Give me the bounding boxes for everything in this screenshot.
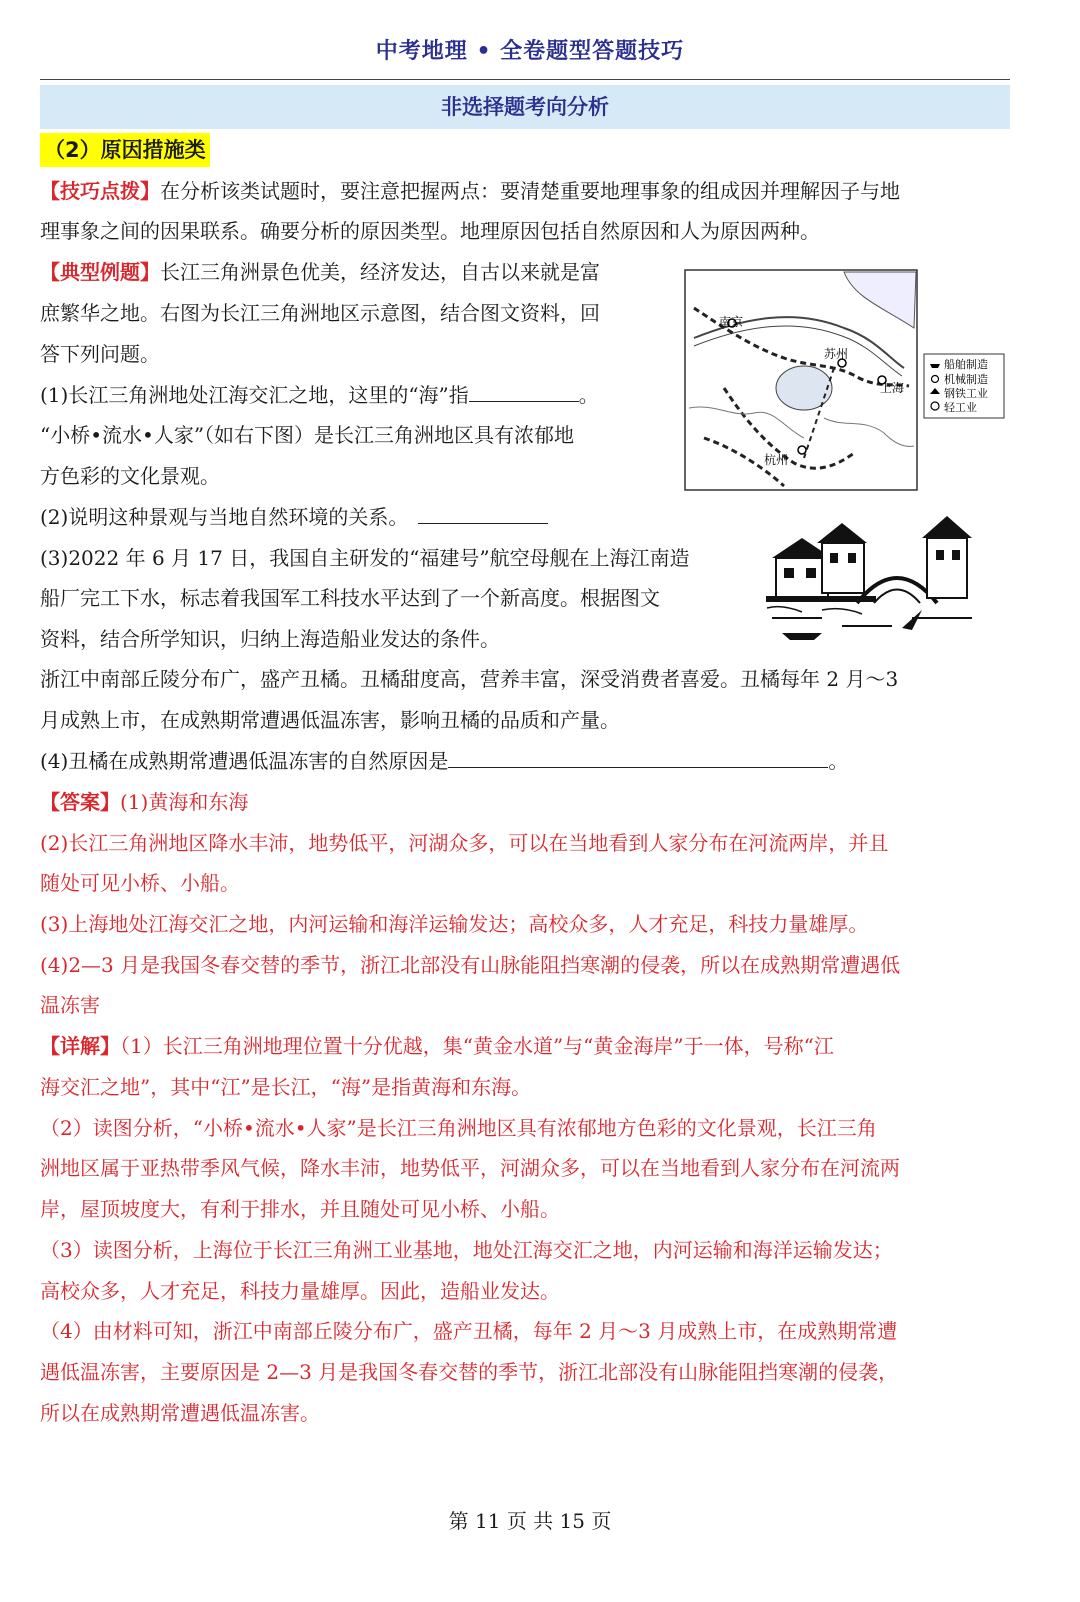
tip-line-1 [40,171,900,211]
material-line-1: 浙江中南部丘陵分布广，盛产丑橘。丑橘甜度高，营养丰富，深受消费者喜爱。丑橘每年 2 月～3 [40,667,899,691]
detail-tag: 【详解】 [40,1034,120,1058]
question-4-end: 。 [828,749,849,773]
answer-4-line-2: 温冻害 [40,993,100,1017]
answer-blank-4 [448,745,828,768]
detail-4-line-1: （4）由材料可知，浙江中南部丘陵分布广，盛产丑橘，每年 2 月～3 月成熟上市，在成熟期常遭 [40,1319,898,1343]
section-banner [40,85,1010,129]
water-town-illustration [762,508,982,648]
answer-2-line-2: 随处可见小桥、小船。 [40,871,240,895]
question-3-line-1: (3)2022 年 6 月 17 日，我国自主研发的“福建号”航空母舰在上海江南造 [40,546,690,570]
question-1-line-3: 方色彩的文化景观。 [40,464,220,488]
detail-3-line-2: 高校众多，人才充足，科技力量雄厚。因此，造船业发达。 [40,1279,560,1303]
question-1-line-2: “小桥•流水•人家”（如右下图）是长江三角洲地区具有浓郁地 [40,423,575,447]
city-label-nanjing: 南京 [719,315,744,329]
section-tag: （2）原因措施类 [40,133,210,167]
banner-title: 非选择题考向分析 [441,95,609,119]
tip-tag: 【技巧点拨】 [40,179,160,203]
question-4-text: (4)丑橘在成熟期常遭遇低温冻害的自然原因是 [40,749,449,773]
detail-2-line-2: 洲地区属于亚热带季风气候，降水丰沛，地势低平，河湖众多，可以在当地看到人家分布在河流两 [40,1156,900,1180]
question-1-text: (1)长江三角洲地处江海交汇之地，这里的“海”指 [40,383,469,407]
tip-line-2: 理事象之间的因果联系。确要分析的原因类型。地理原因包括自然原因和人为原因两种。 [40,219,820,243]
answer-line-1 [40,782,248,822]
detail-4-line-3: 所以在成熟期常遭遇低温冻害。 [40,1401,320,1425]
map-svg [684,268,1006,494]
example-line-3: 答下列问题。 [40,342,160,366]
yangtze-delta-map [684,268,1006,494]
answer-4-line-1: (4)2—3 月是我国冬春交替的季节，浙江北部没有山脉能阻挡寒潮的侵袭，所以在成熟期常遭遇低 [40,953,901,977]
machinery-icon [932,376,939,383]
example-line-2: 庶繁华之地。右图为长江三角洲地区示意图，结合图文资料，回 [40,301,600,325]
answer-tag: 【答案】 [40,790,120,814]
page-number: 第 11 页 共 15 页 [448,1509,612,1533]
legend-label-ship: 船舶制造 [944,358,988,371]
question-1-end: 。 [578,383,599,407]
answer-blank-1 [469,379,579,402]
city-label-suzhou: 苏州 [824,347,849,361]
question-1 [40,375,599,415]
question-3-line-3: 资料，结合所学知识，归纳上海造船业发达的条件。 [40,627,500,651]
legend-label-steel: 钢铁工业 [944,387,988,400]
question-2 [40,497,548,537]
example-text-1: 长江三角洲景色优美，经济发达，自古以来就是富 [160,260,600,284]
city-label-hangzhou: 杭州 [764,453,789,467]
legend-label-light: 轻工业 [944,401,977,414]
example-tag: 【典型例题】 [40,260,160,284]
example-line-1 [40,252,600,292]
material-line-2: 月成熟上市，在成熟期常遭遇低温冻害，影响丑橘的品质和产量。 [40,708,620,732]
question-4 [40,741,848,781]
question-3-line-2: 船厂完工下水，标志着我国军工科技水平达到了一个新高度。根据图文 [40,586,660,610]
page-header-title: 中考地理 • 全卷题型答题技巧 [375,39,685,64]
water-town-svg [762,508,982,648]
answer-1: (1)黄海和东海 [120,790,249,814]
detail-2-line-3: 岸，屋顶坡度大，有利于排水，并且随处可见小桥、小船。 [40,1197,560,1221]
header-divider [40,79,1010,80]
detail-3-line-1: （3）读图分析，上海位于长江三角洲工业基地，地处江海交汇之地，内河运输和海洋运输发达； [40,1238,893,1262]
detail-2-line-1: （2）读图分析，“小桥•流水•人家”是长江三角洲地区具有浓郁地方色彩的文化景观，长江三角 [40,1116,877,1140]
detail-1-line-2: 海交汇之地”，其中“江”是长江，“海”是指黄海和东海。 [40,1075,532,1099]
legend-label-machinery: 机械制造 [944,373,988,386]
answer-3: (3)上海地处江海交汇之地，内河运输和海洋运输发达；高校众多，人才充足，科技力量雄厚。 [40,912,869,936]
detail-1-line-1 [40,1026,834,1066]
detail-4-line-2: 遇低温冻害，主要原因是 2—3 月是我国冬春交替的季节，浙江北部没有山脉能阻挡寒潮的侵袭， [40,1360,899,1384]
question-2-text: (2)说明这种景观与当地自然环境的关系。 [40,505,409,529]
answer-2-line-1: (2)长江三角洲地区降水丰沛，地势低平，河湖众多，可以在当地看到人家分布在河流两岸，并且 [40,831,889,855]
answer-blank-2 [418,501,548,524]
city-label-shanghai: 上海 [880,381,905,395]
tip-text-1: 在分析该类试题时，要注意把握两点：要清楚重要地理事象的组成因并理解因子与地 [160,179,900,203]
detail-1-text: （1）长江三角洲地理位置十分优越，集“黄金水道”与“黄金海岸”于一体，号称“江 [120,1034,834,1058]
